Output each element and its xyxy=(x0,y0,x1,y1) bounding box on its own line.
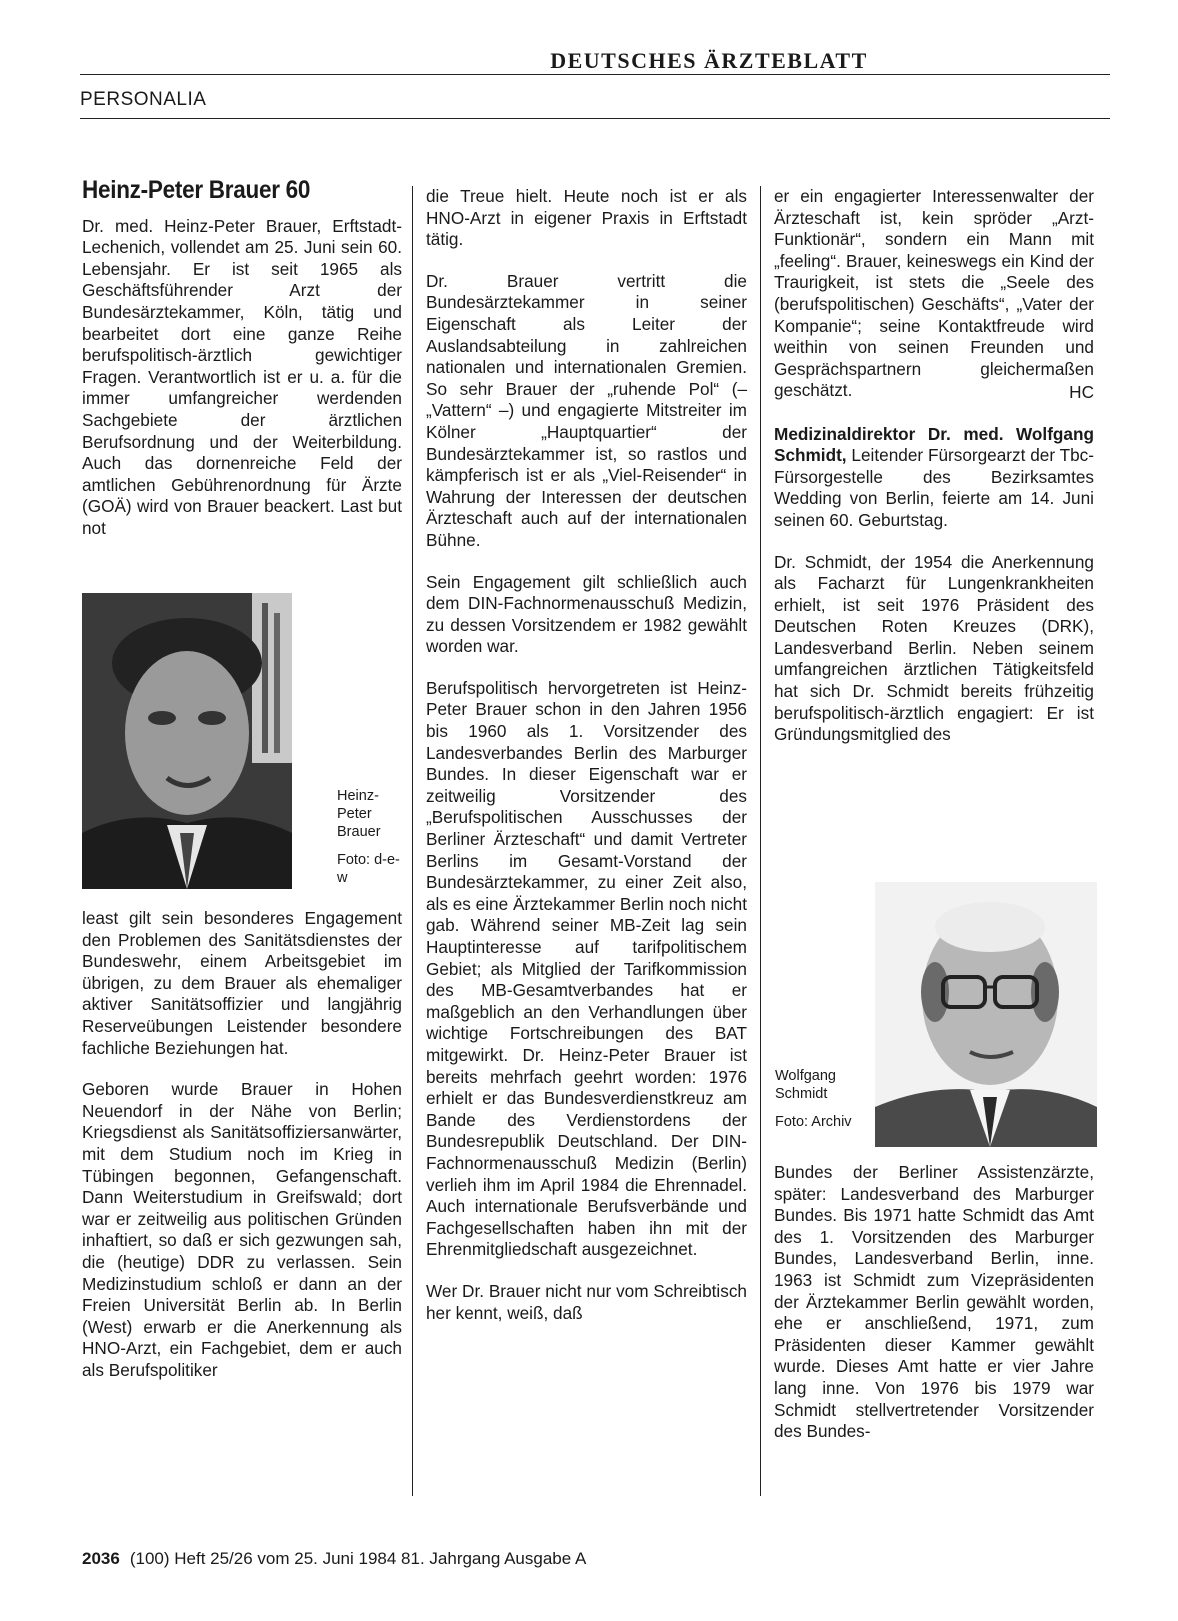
article-signature: HC xyxy=(1069,381,1094,402)
column-3-bottom xyxy=(774,1162,1094,1463)
column-3-top xyxy=(774,186,1094,766)
column-1-top xyxy=(82,176,402,560)
article-paragraph: Berufspolitisch hervorgetreten ist Heinz-Peter Brauer schon in den Jahren 1956 bis 1960 als 1. Vorsitzender des Landesverbandes Berlin des Marburger Bundes. In dieser Eigenschaft war er zeitweilig Vorsitzender des „Berufspolitischen Ausschusses der Berliner Ärzteschaft“ und damit Vertreter Berlins im Gesamt-Vorstand der Bundesärztekammer, zu einer Zeit also, als es eine Ärztekammer Berlin noch nicht gab. Während seiner MB-Zeit lag sein Hauptinteresse auf tarifpolitischem Gebiet; als Mitglied der Tarifkommission des MB-Gesamtverbandes hat er maßgeblich an den Verhandlungen über wichtige Fortschreibungen des BAT mitgewirkt. Dr. Heinz-Peter Brauer ist bereits mehrfach geehrt worden: 1976 erhielt er das Bundesverdienstkreuz am Bande des Verdienstordens der Bundesrepublik Deutschland. Der DIN-Fachnormenausschuß Medizin (Berlin) verlieh ihm im April 1984 die Ehrennadel. Auch internationale Berufsverbände und Fachgesellschaften haben ihn mit der Ehrenmitgliedschaft ausgezeichnet. xyxy=(426,677,747,1260)
article-paragraph: Wer Dr. Brauer nicht nur vom Schreibtisch her kennt, weiß, daß xyxy=(426,1280,747,1323)
section-label: PERSONALIA xyxy=(80,89,207,110)
caption-name: Heinz-Peter Brauer xyxy=(337,788,381,840)
article-paragraph: die Treue hielt. Heute noch ist er als HNO-Arzt in eigener Praxis in Erftstadt tätig. xyxy=(426,186,747,250)
article-lead-rest: Leitender Fürsorgearzt der Tbc-Fürsorgestelle des Bezirksamtes Wedding von Berlin, feierte am 14. Juni seinen 60. Geburtstag. xyxy=(774,445,1094,530)
article-paragraph: Sein Engagement gilt schließlich auch dem DIN-Fachnormenausschuß Medizin, zu dessen Vorsitzendem er 1982 gewählt worden war. xyxy=(426,571,747,657)
article-paragraph: Dr. Schmidt, der 1954 die Anerkennung als Facharzt für Lungenkrankheiten erhielt, ist seit 1976 Präsident des Deutschen Roten Kreuzes (DRK), Landesverband Berlin. Neben seinem umfangreichen ärztlichen Tätigkeitsfeld hat sich Dr. Schmidt bereits frühzeitig berufspolitisch-ärztlich engagiert: Er ist Gründungsmitglied des xyxy=(774,551,1094,745)
portrait-image xyxy=(82,593,292,889)
brauer-photo-caption xyxy=(337,787,405,887)
column-1-bottom xyxy=(82,908,402,1401)
brauer-photo xyxy=(82,593,292,889)
section-rule xyxy=(80,118,1110,119)
article-title: Heinz-Peter Brauer 60 xyxy=(82,176,311,204)
article-paragraph xyxy=(774,424,1094,532)
issue-info: (100) Heft 25/26 vom 25. Juni 1984 81. Jahrgang Ausgabe A xyxy=(129,1549,587,1568)
article-paragraph: Geboren wurde Brauer in Hohen Neuendorf in der Nähe von Berlin; Kriegsdienst als Sanitätsoffiziersanwärter, mit dem Studium noch im Krieg in Tübingen begonnen, Gefangenschaft. Dann Weiterstudium in Greifswald; dort war er zeitweilig aus politischen Gründen inhaftiert, so daß er sich gezwungen sah, die (heutige) DDR zu verlassen. Sein Medizinstudium schloß er dann an der Freien Universität Berlin ab. In Berlin (West) erwarb er die Anerkennung als HNO-Arzt, ein Fachgebiet, dem er auch als Berufspolitiker xyxy=(82,1079,402,1380)
article-paragraph: Bundes der Berliner Assistenzärzte, später: Landesverband des Marburger Bundes. Bis 1971 hatte Schmidt das Amt des 1. Vorsitzenden des Marburger Bundes, Landesverband Berlin, inne. 1963 ist Schmidt zum Vizepräsidenten der Ärztekammer Berlin gewählt worden, ehe er anschließend, 1971, zum Präsidenten dieser Kammer gewählt wurde. Dieses Amt hatte er vier Jahre lang inne. Von 1976 bis 1979 war Schmidt stellvertretender Vorsitzender des Bundes- xyxy=(774,1162,1094,1442)
portrait-image xyxy=(875,882,1097,1147)
article-lead: Medizinaldirektor Dr. med. Wolfgang Schmidt, xyxy=(774,423,1094,466)
page-number: 2036 xyxy=(82,1549,120,1568)
column-divider-1 xyxy=(412,186,413,1496)
masthead: DEUTSCHES ÄRZTEBLATT xyxy=(550,48,868,73)
article-paragraph: Dr. Brauer vertritt die Bundesärztekammer in seiner Eigenschaft als Leiter der Auslandsabteilung in zahlreichen nationalen und internationalen Gremien. So sehr Brauer der „ruhende Pol“ (– „Vattern“ –) und engagierte Mitstreiter im Kölner „Hauptquartier“ der Bundesärztekammer ist, so rastlos und kämpferisch ist er als „Viel-Reisender“ in Wahrung der Interessen der deutschen Ärzteschaft auch auf der internationalen Bühne. xyxy=(426,270,747,550)
caption-credit: Foto: Archiv xyxy=(775,1114,852,1130)
caption-credit: Foto: d-e-w xyxy=(337,852,400,886)
schmidt-photo xyxy=(875,882,1097,1147)
caption-name: Wolfgang Schmidt xyxy=(775,1068,836,1102)
column-2 xyxy=(426,186,747,1344)
column-divider-2 xyxy=(760,186,761,1496)
page-footer xyxy=(82,1549,586,1569)
article-paragraph: Dr. med. Heinz-Peter Brauer, Erftstadt-Lechenich, vollendet am 25. Juni sein 60. Lebensjahr. Er ist seit 1965 als Geschäftsführender Arzt der Bundesärztekammer, Köln, tätig und bearbeitet dort eine ganze Reihe berufspolitisch-ärztlich gewichtiger Fragen. Verantwortlich ist er u. a. für die immer umfangreicher werdenden Sachgebiete der ärztlichen Berufsordnung und der Weiterbildung. Auch das dornenreiche Feld der amtlichen Gebührenordnung für Ärzte (GOÄ) wird von Brauer beackert. Last but not xyxy=(82,215,402,538)
article-paragraph: least gilt sein besonderes Engagement den Problemen des Sanitätsdienstes der Bundeswehr, einem Arbeitsgebiet im übrigen, zu dem Brauer als ehemaliger aktiver Sanitätsoffizier und langjährig Reserveübungen Leistender besondere fachliche Beziehungen hat. xyxy=(82,908,402,1058)
schmidt-photo-caption xyxy=(775,1067,871,1131)
masthead-rule xyxy=(80,74,1110,75)
article-paragraph: er ein engagierter Interessenwalter der Ärzteschaft ist, kein spröder „Arzt-Funktionär“, sondern ein Mann mit „feeling“. Brauer, keineswegs ein Kind der Traurigkeit, ist stets die „Seele des (berufspolitischen) Geschäfts“, „Vater der Kompanie“; seine Kontaktfreude wird weithin von seinen Freunden und Gesprächspartnern gleichermaßen geschätzt. xyxy=(774,186,1094,401)
